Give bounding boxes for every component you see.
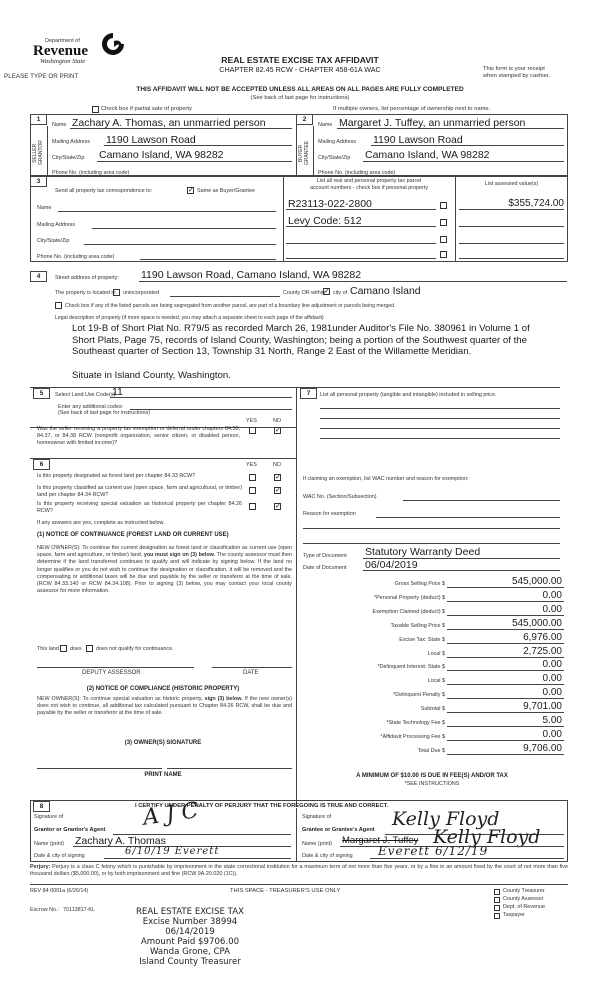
amount-label: *Delinquent Penalty $: [393, 692, 445, 698]
divider: [313, 126, 314, 176]
assessed-value-field[interactable]: $355,724.00: [508, 198, 564, 209]
section-6-number: 6: [33, 459, 50, 470]
personal-property-checkbox[interactable]: [440, 219, 447, 226]
seller-grantor-label: [32, 135, 45, 171]
amount-value-field[interactable]: 2,725.00: [523, 646, 562, 657]
underline: [363, 161, 564, 162]
county-field[interactable]: [170, 296, 280, 297]
grantee-name-print-label: Name (print): [302, 841, 332, 847]
exemption-yes-checkbox[interactable]: [249, 427, 256, 434]
does-not-qualify-checkbox[interactable]: [86, 645, 93, 652]
continuance-prefix: This land: [37, 646, 59, 652]
additional-codes-field[interactable]: [130, 409, 292, 410]
section-5-top: [30, 387, 296, 388]
notice-1-text-b: The county assessor must then determine if the land transferred continues to qualify and will indicate by signing below. If the land no longer qualifies or you do not wish to continue the designation or classification, it will be removed and the compensating or additional taxes will be due and payable by the seller or transferor at the time of sale. (RCW 84.33.140 or RCW 84.34.108). Prior to signing (3) below, you may contact your local county assessor for more information.: [37, 552, 293, 595]
continuance-does-not: does not qualify for continuance.: [96, 646, 174, 652]
correspondence-address-label: Mailing Address: [37, 222, 76, 228]
amount-label: *Affidavit Processing Fee $: [380, 734, 445, 740]
copy-checkbox[interactable]: [494, 905, 500, 911]
logo-revenue-text: Revenue: [33, 43, 88, 59]
stamp-line: REAL ESTATE EXCISE TAX: [135, 907, 245, 917]
grantor-date-city-label: Date & city of signing: [34, 853, 85, 859]
underline: [337, 128, 564, 129]
notice-2-title: (2) NOTICE OF COMPLIANCE (HISTORIC PROPERTY): [86, 686, 240, 692]
grantee-city-field[interactable]: Camano Island, WA 98282: [365, 149, 490, 161]
underline: [447, 740, 564, 741]
section-6-top: [30, 458, 296, 459]
partial-sale-checkbox[interactable]: [92, 106, 99, 113]
underline: [447, 684, 564, 685]
underline: [447, 670, 564, 671]
notice-2-bold: sign (3) below.: [204, 696, 243, 702]
no-header: NO: [273, 462, 282, 468]
reason-field[interactable]: [376, 517, 560, 518]
yes-header: YES: [246, 418, 257, 424]
underline: [363, 570, 560, 571]
copy-checkbox[interactable]: [494, 897, 500, 903]
amount-label: Local $: [427, 651, 445, 657]
exemption-claim-label: If claiming an exemption, list WAC number and reason for exemption:: [303, 476, 469, 482]
grantor-address-label: Mailing Address: [52, 139, 91, 145]
buyer-grantee-label: [298, 135, 311, 171]
grantee-agent-label: Grantee or Grantee's Agent: [302, 827, 375, 833]
amount-label: Taxable Selling Price $: [390, 623, 445, 629]
grantor-city-field[interactable]: Camano Island, WA 98282: [99, 149, 224, 161]
grantor-city-label: City/State/Zip: [52, 155, 85, 161]
grantor-signature: A J C: [141, 798, 201, 831]
divider: [47, 126, 48, 176]
grantee-address-label: Mailing Address: [318, 139, 357, 145]
underline: [97, 161, 292, 162]
notice-1-text: [37, 545, 292, 595]
stamp-line: Wanda Grone, CPA: [149, 947, 231, 957]
copy-checkbox[interactable]: [494, 889, 500, 895]
correspondence-city-label: City/State/Zip: [37, 238, 70, 244]
section-2-number: 2: [296, 114, 313, 125]
amount-value-field[interactable]: 545,000.00: [511, 618, 562, 629]
street-address-field[interactable]: 1190 Lawson Road, Camano Island, WA 98282: [141, 269, 362, 281]
underline: [110, 397, 292, 398]
underline: [447, 615, 564, 616]
grantee-date-city-label: Date & city of signing: [302, 853, 353, 859]
underline: [447, 726, 564, 727]
grantee-name-print[interactable]: Margaret J. Tuffey: [342, 835, 419, 846]
legal-description[interactable]: [72, 323, 530, 358]
located-in-label: The property is located in: [55, 290, 116, 296]
certify-statement: I CERTIFY UNDER PENALTY OF PERJURY THAT THE FOREGOING IS TRUE AND CORRECT.: [135, 803, 389, 809]
section-4-number: 4: [30, 271, 47, 282]
segregated-checkbox[interactable]: [55, 302, 62, 309]
divider: [296, 808, 297, 862]
personal-property-line[interactable]: [320, 428, 560, 429]
underline: [447, 601, 564, 602]
underline: [459, 258, 564, 259]
forest-land-no-checkbox[interactable]: ✓: [275, 474, 281, 481]
personal-property-line[interactable]: [320, 408, 560, 409]
situate-text: Situate in Island County, Washington.: [72, 370, 231, 381]
city-of-label: city of: [333, 290, 348, 296]
divider: [30, 884, 568, 885]
continuance-does: does: [70, 646, 82, 652]
amount-value-field[interactable]: 0.00: [542, 659, 562, 670]
same-as-buyer-label: Same as Buyer/Grantee: [197, 188, 255, 194]
land-use-label: Select Land Use Code(s):: [55, 392, 117, 398]
reason-label: Reason for exemption: [303, 511, 356, 517]
underline: [447, 712, 564, 713]
grantor-signature-of: Signature of: [34, 814, 64, 820]
date-label: DATE: [243, 670, 259, 676]
underline: [139, 281, 567, 282]
section-8-number: 8: [33, 801, 50, 812]
underline: [104, 858, 291, 859]
logo-swirl-icon: [100, 31, 126, 57]
underline: [286, 258, 436, 259]
underline: [104, 145, 292, 146]
escrow-number: 70113817-KL: [63, 907, 95, 913]
amount-value-field[interactable]: 0.00: [542, 590, 562, 601]
treasurer-use-label: THIS SPACE - TREASURER'S USE ONLY: [230, 888, 341, 894]
warning-banner: THIS AFFIDAVIT WILL NOT BE ACCEPTED UNLESS ALL AREAS ON ALL PAGES ARE FULLY COMPLETED: [136, 86, 464, 93]
partial-sale-label: Check box if partial sale of property: [101, 106, 192, 112]
amount-value-field[interactable]: 9,701.00: [523, 701, 562, 712]
grantee-date-city[interactable]: Everett 6/12/19: [378, 844, 489, 858]
amount-label: Excise Tax: State $: [399, 637, 445, 643]
amount-value-field[interactable]: 0.00: [542, 604, 562, 615]
print-name-label: PRINT NAME: [144, 772, 182, 778]
stamp-line: 06/14/2019: [165, 927, 215, 937]
personal-property-checkbox[interactable]: [440, 236, 447, 243]
grantor-label: GRANTOR: [38, 140, 44, 166]
grantor-name-field[interactable]: Zachary A. Thomas, an unmarried person: [72, 117, 266, 129]
personal-property-checkbox[interactable]: [440, 251, 447, 258]
legal-line: Lot 19-B of Short Plat No. R79/5 as recorded March 26, 1981under Auditor's File No. 380961 in Volume 1 of: [72, 323, 530, 334]
same-as-buyer-checkbox[interactable]: ✓: [188, 187, 194, 194]
grantee-address-field[interactable]: 1190 Lawson Road: [373, 134, 463, 146]
grantee-signature-of: Signature of: [302, 814, 332, 820]
grantee-city-label: City/State/Zip: [318, 155, 351, 161]
amount-label: Exemption Claimed (deduct) $: [372, 609, 445, 615]
amount-value-field[interactable]: 6,976.00: [523, 632, 562, 643]
personal-property-label: List all personal property (tangible and intangible) included in selling price.: [320, 392, 497, 398]
form-subtitle: CHAPTER 82.45 RCW - CHAPTER 458-61A WAC: [219, 65, 381, 74]
underline: [447, 643, 564, 644]
segregated-label: Check box if any of the listed parcels are being segregated from another parcel, are part of a boundary line adjustment or parcels being merged.: [65, 303, 396, 309]
notice-1-bold: you must sign on (3) below.: [143, 552, 216, 559]
doc-type-field[interactable]: Statutory Warranty Deed: [365, 546, 481, 558]
receipt-note-2: when stamped by cashier.: [483, 73, 551, 79]
underline: [286, 226, 436, 227]
amount-value-field[interactable]: 9,706.00: [523, 743, 562, 754]
logo-state-text: Washington State: [40, 58, 86, 65]
amount-value-field[interactable]: 0.00: [542, 687, 562, 698]
seller-label: SELLER: [32, 143, 38, 163]
grantee-name-field[interactable]: Margaret J. Tuffey, an unmarried person: [339, 117, 526, 129]
street-address-label: Street address of property:: [55, 275, 119, 281]
divider: [455, 176, 456, 262]
legal-line: Southeast quarter of Section 13, Township 31 North, Range 2 East of the Willamette Meridian.: [72, 346, 472, 357]
amount-label: Subtotal $: [420, 706, 445, 712]
amount-value-field[interactable]: 5.00: [542, 715, 562, 726]
correspondence-city-field[interactable]: [84, 244, 276, 245]
underline: [447, 587, 564, 588]
underline: [447, 754, 564, 755]
underline: [371, 145, 564, 146]
minimum-note: A MINIMUM OF $10.00 IS DUE IN FEE(S) AND/OR TAX: [356, 773, 508, 779]
underline: [459, 243, 564, 244]
copy-label: Taxpayer: [503, 912, 525, 918]
deputy-assessor-label: DEPUTY ASSESSOR: [82, 670, 141, 676]
divider: [303, 543, 560, 544]
parcel-number-field[interactable]: R23113-022-2800: [288, 198, 372, 210]
copy-label: County Assessor: [503, 896, 544, 902]
owner-signature-line-2[interactable]: [167, 768, 292, 769]
unincorporated-checkbox[interactable]: [113, 289, 120, 296]
amount-label: Total Due $: [417, 748, 445, 754]
amount-value-field[interactable]: 0.00: [542, 673, 562, 684]
copy-label: County Treasurer: [503, 888, 545, 894]
underline: [286, 243, 436, 244]
amount-value-field[interactable]: 545,000.00: [511, 576, 562, 587]
underline: [370, 858, 564, 859]
amount-label: Local $: [427, 678, 445, 684]
additional-codes-label: Enter any additional codes:: [58, 404, 124, 410]
form-revision: REV 84 0001a (6/26/14): [30, 888, 89, 894]
assessor-date-line[interactable]: [212, 667, 292, 668]
personal-property-line[interactable]: [320, 418, 560, 419]
grantee-label: GRANTEE: [304, 140, 310, 166]
underline: [447, 629, 564, 630]
see-instructions: *SEE INSTRUCTIONS: [404, 781, 460, 787]
parcel-number-field[interactable]: Levy Code: 512: [288, 215, 362, 227]
owner-signature-line[interactable]: [37, 768, 162, 769]
historical-no-checkbox[interactable]: ✓: [275, 503, 281, 510]
additional-codes-note: (See back of last page for instructions): [58, 410, 150, 416]
assessed-header: List assessed value(s): [484, 181, 539, 187]
within-city-checkbox[interactable]: ✓: [324, 288, 330, 295]
send-correspondence-label: Send all property tax correspondence to:: [55, 188, 153, 194]
historical-question: Is this property receiving special valuation as historical property per chapter 84.26 RCW?: [37, 501, 242, 515]
unincorporated-label: unincorporated: [123, 290, 159, 296]
grantor-agent-label: Grantor or Grantor's Agent: [34, 827, 106, 833]
grantor-address-field[interactable]: 1190 Lawson Road: [106, 134, 196, 146]
stamp-line: Amount Paid $9706.00: [140, 937, 240, 947]
grantor-name-print-label: Name (print): [34, 841, 64, 847]
correspondence-phone-label: Phone No. (including area code): [37, 254, 115, 260]
grantee-phone-label: Phone No. (including area code): [318, 170, 396, 176]
stamp-line: Island County Treasurer: [139, 957, 241, 967]
receipt-note-1: This form is your receipt: [483, 66, 545, 72]
yes-header: YES: [246, 462, 257, 468]
form-title: REAL ESTATE EXCISE TAX AFFIDAVIT: [221, 55, 379, 65]
perjury-notice: [30, 864, 568, 878]
grantor-phone-label: Phone No. (including area code): [52, 170, 130, 176]
instructions-note: (See back of last page for instructions): [250, 95, 350, 101]
stamp-line: Excise Number 38994: [142, 917, 238, 927]
doc-date-label: Date of Document: [303, 565, 347, 571]
amount-label: *Personal Property (deduct) $: [373, 595, 445, 601]
personal-property-line[interactable]: [320, 438, 560, 439]
multiple-owners-note: If multiple owners, list percentage of ownership next to name.: [333, 106, 491, 112]
parcel-header-1: List all real and personal property tax parcel: [316, 178, 422, 184]
escrow-label: Escrow No.:: [30, 907, 60, 913]
notice-2-text-b: If the new owner(s) does not wish to continue, all additional tax calculated pursuant to Chapter 84.26 RCW, shall be due and payable by the seller or transferor at the time of sale.: [37, 696, 292, 717]
underline: [286, 209, 436, 210]
perjury-text: Perjury is a class C felony which is punishable by imprisonment in the state correctional institution for a maximum term of not more than five years, or by a fine in an amount fixed by the court of not more than five thousand dollars ($5,000.00), or by both imprisonment and fine (RCW 9A.20.020 (1C)).: [30, 864, 568, 878]
city-of-field[interactable]: Camano Island: [350, 285, 421, 297]
forest-land-question: Is this property designated as forest land per chapter 84.33 RCW?: [37, 473, 196, 479]
section-6-right: [296, 387, 297, 807]
grantor-name-label: Name: [52, 122, 67, 128]
buyer-label: BUYER: [298, 144, 304, 162]
logo-dept-text: Department of: [45, 38, 80, 44]
amount-label: *State Technology Fee $: [386, 720, 445, 726]
legal-description-label: Legal description of property (if more space is needed, you may attach a separate sheet to each page of the affidavit): [55, 315, 324, 321]
treasurer-stamp: [120, 907, 260, 967]
deputy-assessor-signature-line[interactable]: [37, 667, 194, 668]
wac-field[interactable]: [403, 500, 560, 501]
grantor-date-city[interactable]: 6/10/19 Everett: [125, 846, 220, 857]
underline: [459, 226, 564, 227]
notice-1-title: (1) NOTICE OF CONTINUANCE (FOREST LAND OR CURRENT USE): [37, 532, 229, 538]
notice-2-text: [37, 696, 292, 718]
no-header: NO: [273, 418, 282, 424]
land-use-field[interactable]: 11: [112, 386, 123, 398]
notice-1-text-a: NEW OWNER(S): To continue the current designation as forest land or classification as current use (open space, farm and agriculture, or timber) land,: [37, 545, 292, 559]
wac-label: WAC No. (Section/Subsection): [303, 494, 377, 500]
correspondence-name-label: Name: [37, 205, 52, 211]
doc-type-label: Type of Document: [303, 553, 347, 559]
underline: [459, 209, 564, 210]
current-use-no-checkbox[interactable]: ✓: [275, 487, 281, 494]
underline: [70, 128, 292, 129]
copy-checkbox[interactable]: [494, 913, 500, 919]
copy-label: Dept. of Revenue: [503, 904, 545, 910]
current-use-question: Is this property classified as current use (open space, farm and agricultural, or timber) land per chapter 84.34 RCW?: [37, 485, 242, 499]
amount-label: *Delinquent Interest: State $: [377, 664, 445, 670]
doc-date-field[interactable]: 06/04/2019: [365, 559, 418, 571]
exemption-question: Was the seller receiving a property tax exemption or deferral under chapters 84.36, 84.37, or 84.38 RCW (nonprofit organization, senior citizen, or disabled person, homeowner with limited income)?: [37, 426, 240, 447]
reason-field-2[interactable]: [303, 528, 560, 529]
underline: [447, 657, 564, 658]
grantee-name-label: Name: [318, 122, 333, 128]
parcel-header-2: account numbers - check box if personal property: [309, 185, 429, 191]
section-1-number: 1: [30, 114, 47, 125]
section-7-number: 7: [300, 388, 317, 399]
perjury-label: Perjury:: [30, 864, 51, 870]
grantee-signature-2: Kelly Floyd: [433, 826, 541, 848]
correspondence-address-field[interactable]: [92, 228, 276, 229]
notice-2-text-a: NEW OWNER(S): To continue special valuation as historic property,: [37, 696, 205, 702]
legal-line: Short Plats, Page 75, records of Island County, Washington; being a portion of the Southwest quarter of the: [72, 334, 527, 346]
section-3-number: 3: [30, 176, 47, 187]
county-or-within-label: County OR within: [283, 290, 325, 296]
underline: [447, 698, 564, 699]
section-5-number: 5: [33, 388, 50, 399]
grantee-signature: Kelly Floyd: [392, 808, 500, 830]
correspondence-phone-field[interactable]: [140, 259, 276, 260]
owner-signature-title: (3) OWNER(S) SIGNATURE: [124, 740, 202, 746]
amount-label: Gross Selling Price $: [394, 581, 445, 587]
grantor-name-print[interactable]: Zachary A. Thomas: [75, 835, 166, 847]
current-use-yes-checkbox[interactable]: [249, 487, 256, 494]
historical-yes-checkbox[interactable]: [249, 503, 256, 510]
type-or-print: PLEASE TYPE OR PRINT: [4, 73, 79, 80]
forest-land-yes-checkbox[interactable]: [249, 474, 256, 481]
qualifies-checkbox[interactable]: [60, 645, 67, 652]
exemption-no-checkbox[interactable]: ✓: [275, 427, 281, 434]
amount-value-field[interactable]: 0.00: [542, 729, 562, 740]
if-yes-note: If any answers are yes, complete as instructed below.: [37, 520, 165, 526]
section-7-top: [296, 387, 560, 388]
correspondence-name-field[interactable]: [58, 211, 276, 212]
